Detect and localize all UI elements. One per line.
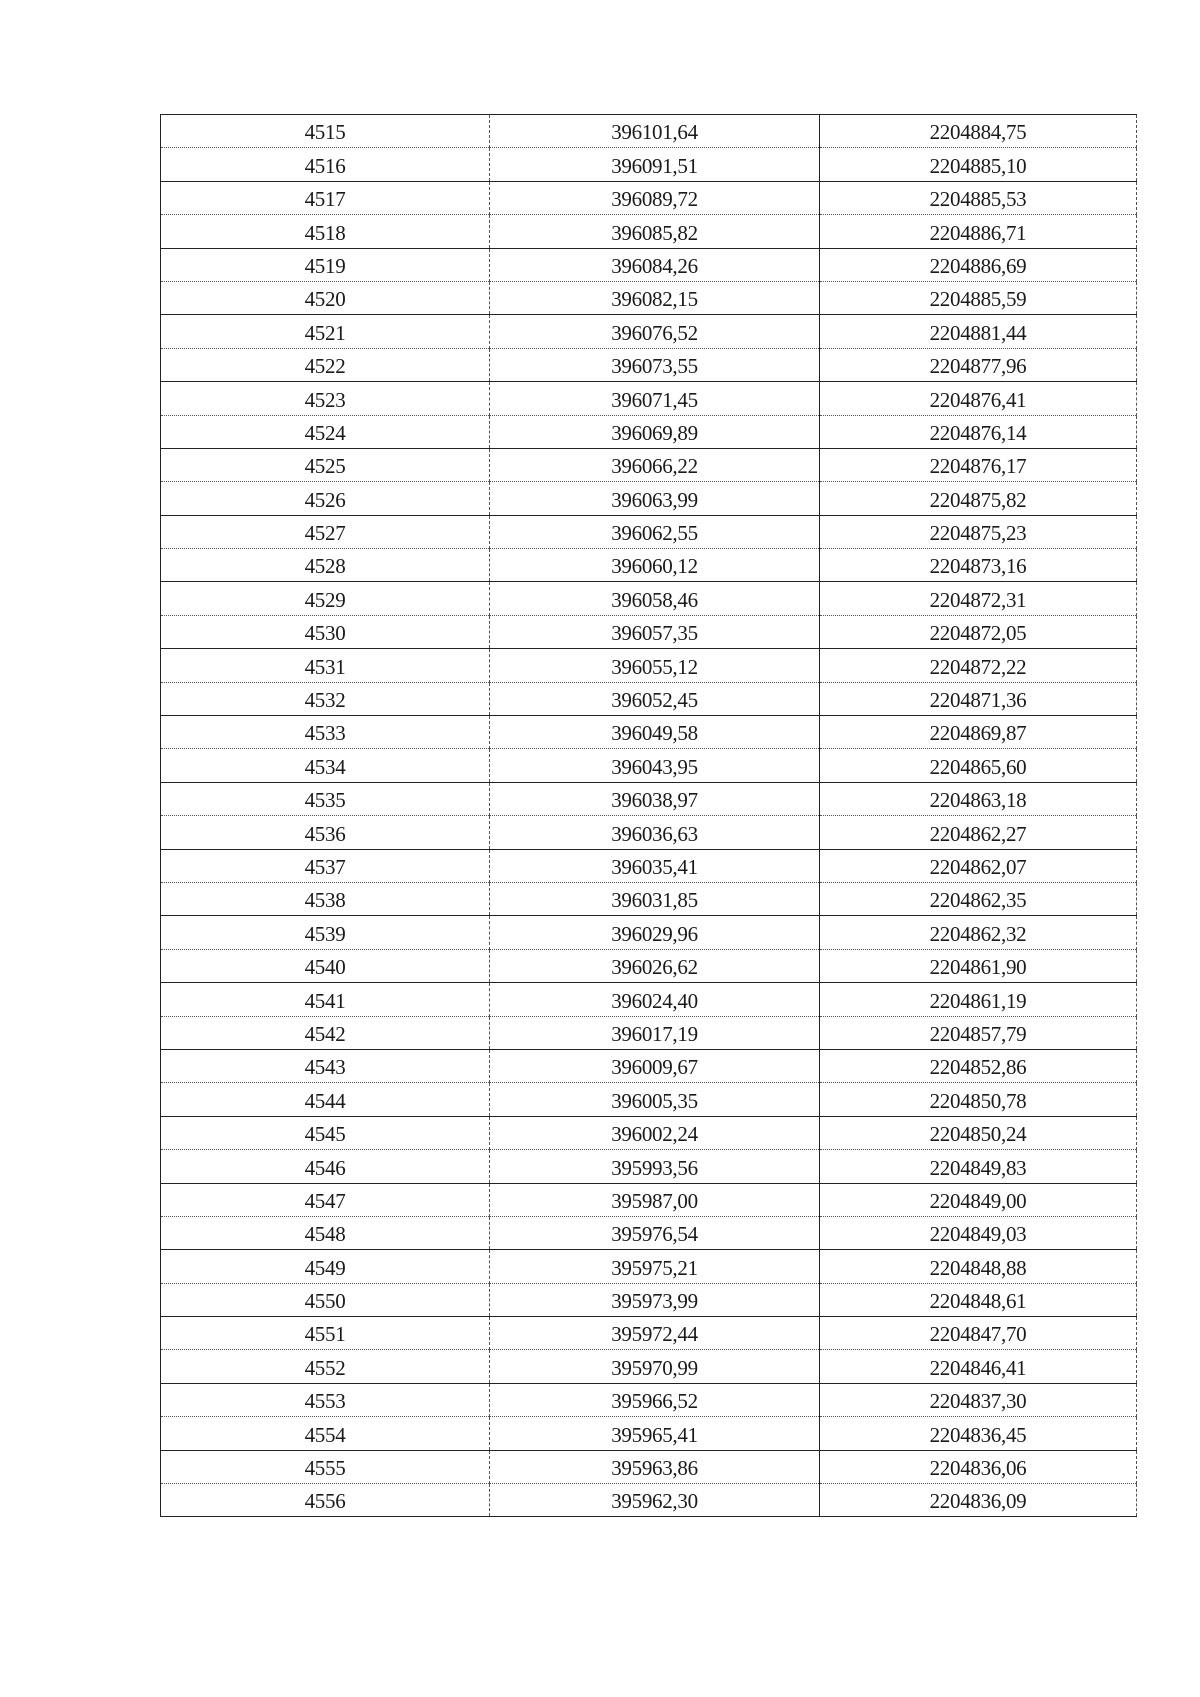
table-row [161, 916, 1137, 949]
x-coordinate-cell: 395962,30 [490, 1484, 820, 1517]
x-coordinate-cell: 396036,63 [490, 816, 820, 849]
x-coordinate-cell: 395973,99 [490, 1283, 820, 1316]
table-row [161, 949, 1137, 982]
x-coordinate-cell: 396089,72 [490, 181, 820, 214]
y-coordinate-cell: 2204862,27 [820, 816, 1137, 849]
table-row [161, 1083, 1137, 1116]
y-coordinate-cell: 2204871,36 [820, 682, 1137, 715]
x-coordinate-cell: 396091,51 [490, 148, 820, 181]
x-coordinate-cell: 396029,96 [490, 916, 820, 949]
point-number-cell: 4550 [161, 1283, 490, 1316]
x-coordinate-cell: 395966,52 [490, 1383, 820, 1416]
y-coordinate-cell: 2204837,30 [820, 1383, 1137, 1416]
table-row [161, 1417, 1137, 1450]
table-row [161, 281, 1137, 314]
point-number-cell: 4551 [161, 1317, 490, 1350]
table-row [161, 749, 1137, 782]
y-coordinate-cell: 2204836,09 [820, 1484, 1137, 1517]
y-coordinate-cell: 2204850,78 [820, 1083, 1137, 1116]
x-coordinate-cell: 396085,82 [490, 215, 820, 248]
table-row [161, 682, 1137, 715]
point-number-cell: 4518 [161, 215, 490, 248]
table-row [161, 615, 1137, 648]
table-row [161, 315, 1137, 348]
y-coordinate-cell: 2204849,83 [820, 1150, 1137, 1183]
y-coordinate-cell: 2204886,69 [820, 248, 1137, 281]
point-number-cell: 4541 [161, 983, 490, 1016]
x-coordinate-cell: 395976,54 [490, 1216, 820, 1249]
x-coordinate-cell: 396058,46 [490, 582, 820, 615]
point-number-cell: 4540 [161, 949, 490, 982]
table-row [161, 1317, 1137, 1350]
table-row [161, 415, 1137, 448]
x-coordinate-cell: 396049,58 [490, 716, 820, 749]
y-coordinate-cell: 2204875,82 [820, 482, 1137, 515]
table-row [161, 1049, 1137, 1082]
point-number-cell: 4529 [161, 582, 490, 615]
point-number-cell: 4530 [161, 615, 490, 648]
y-coordinate-cell: 2204872,31 [820, 582, 1137, 615]
table-row [161, 181, 1137, 214]
table-row [161, 716, 1137, 749]
x-coordinate-cell: 396060,12 [490, 549, 820, 582]
table-row [161, 1350, 1137, 1383]
table-row [161, 983, 1137, 1016]
table-row [161, 849, 1137, 882]
x-coordinate-cell: 396071,45 [490, 382, 820, 415]
y-coordinate-cell: 2204852,86 [820, 1049, 1137, 1082]
y-coordinate-cell: 2204848,88 [820, 1250, 1137, 1283]
point-number-cell: 4536 [161, 816, 490, 849]
x-coordinate-cell: 396009,67 [490, 1049, 820, 1082]
point-number-cell: 4542 [161, 1016, 490, 1049]
y-coordinate-cell: 2204836,45 [820, 1417, 1137, 1450]
table-row [161, 482, 1137, 515]
y-coordinate-cell: 2204876,17 [820, 448, 1137, 481]
y-coordinate-cell: 2204886,71 [820, 215, 1137, 248]
x-coordinate-cell: 396043,95 [490, 749, 820, 782]
x-coordinate-cell: 395970,99 [490, 1350, 820, 1383]
y-coordinate-cell: 2204849,03 [820, 1216, 1137, 1249]
y-coordinate-cell: 2204862,32 [820, 916, 1137, 949]
point-number-cell: 4555 [161, 1450, 490, 1483]
point-number-cell: 4532 [161, 682, 490, 715]
x-coordinate-cell: 396017,19 [490, 1016, 820, 1049]
table-row [161, 148, 1137, 181]
y-coordinate-cell: 2204884,75 [820, 115, 1137, 148]
y-coordinate-cell: 2204872,22 [820, 649, 1137, 682]
x-coordinate-cell: 395993,56 [490, 1150, 820, 1183]
x-coordinate-cell: 396066,22 [490, 448, 820, 481]
table-row [161, 448, 1137, 481]
point-number-cell: 4553 [161, 1383, 490, 1416]
y-coordinate-cell: 2204881,44 [820, 315, 1137, 348]
x-coordinate-cell: 396073,55 [490, 348, 820, 381]
table-row [161, 248, 1137, 281]
y-coordinate-cell: 2204863,18 [820, 782, 1137, 815]
y-coordinate-cell: 2204875,23 [820, 515, 1137, 548]
x-coordinate-cell: 396101,64 [490, 115, 820, 148]
table-row [161, 1016, 1137, 1049]
point-number-cell: 4524 [161, 415, 490, 448]
table-row [161, 1383, 1137, 1416]
point-number-cell: 4527 [161, 515, 490, 548]
point-number-cell: 4526 [161, 482, 490, 515]
point-number-cell: 4548 [161, 1216, 490, 1249]
point-number-cell: 4546 [161, 1150, 490, 1183]
y-coordinate-cell: 2204869,87 [820, 716, 1137, 749]
point-number-cell: 4545 [161, 1116, 490, 1149]
x-coordinate-cell: 395963,86 [490, 1450, 820, 1483]
point-number-cell: 4533 [161, 716, 490, 749]
point-number-cell: 4531 [161, 649, 490, 682]
table-row [161, 382, 1137, 415]
point-number-cell: 4519 [161, 248, 490, 281]
table-row [161, 215, 1137, 248]
y-coordinate-cell: 2204876,41 [820, 382, 1137, 415]
x-coordinate-cell: 396069,89 [490, 415, 820, 448]
table-row [161, 1484, 1137, 1517]
x-coordinate-cell: 395987,00 [490, 1183, 820, 1216]
y-coordinate-cell: 2204849,00 [820, 1183, 1137, 1216]
y-coordinate-cell: 2204873,16 [820, 549, 1137, 582]
table-row [161, 549, 1137, 582]
y-coordinate-cell: 2204861,19 [820, 983, 1137, 1016]
y-coordinate-cell: 2204877,96 [820, 348, 1137, 381]
point-number-cell: 4539 [161, 916, 490, 949]
point-number-cell: 4556 [161, 1484, 490, 1517]
table-row [161, 882, 1137, 915]
point-number-cell: 4528 [161, 549, 490, 582]
y-coordinate-cell: 2204885,59 [820, 281, 1137, 314]
x-coordinate-cell: 396057,35 [490, 615, 820, 648]
coordinates-table-body [161, 115, 1137, 1517]
point-number-cell: 4552 [161, 1350, 490, 1383]
y-coordinate-cell: 2204885,53 [820, 181, 1137, 214]
y-coordinate-cell: 2204836,06 [820, 1450, 1137, 1483]
point-number-cell: 4523 [161, 382, 490, 415]
x-coordinate-cell: 396062,55 [490, 515, 820, 548]
y-coordinate-cell: 2204861,90 [820, 949, 1137, 982]
point-number-cell: 4543 [161, 1049, 490, 1082]
table-row [161, 649, 1137, 682]
point-number-cell: 4520 [161, 281, 490, 314]
point-number-cell: 4534 [161, 749, 490, 782]
y-coordinate-cell: 2204876,14 [820, 415, 1137, 448]
y-coordinate-cell: 2204848,61 [820, 1283, 1137, 1316]
x-coordinate-cell: 396002,24 [490, 1116, 820, 1149]
point-number-cell: 4544 [161, 1083, 490, 1116]
y-coordinate-cell: 2204865,60 [820, 749, 1137, 782]
point-number-cell: 4522 [161, 348, 490, 381]
point-number-cell: 4537 [161, 849, 490, 882]
point-number-cell: 4515 [161, 115, 490, 148]
x-coordinate-cell: 396076,52 [490, 315, 820, 348]
x-coordinate-cell: 396052,45 [490, 682, 820, 715]
table-row [161, 816, 1137, 849]
y-coordinate-cell: 2204857,79 [820, 1016, 1137, 1049]
table-row [161, 1150, 1137, 1183]
y-coordinate-cell: 2204862,07 [820, 849, 1137, 882]
point-number-cell: 4549 [161, 1250, 490, 1283]
x-coordinate-cell: 396031,85 [490, 882, 820, 915]
point-number-cell: 4517 [161, 181, 490, 214]
x-coordinate-cell: 396035,41 [490, 849, 820, 882]
table-row [161, 782, 1137, 815]
table-row [161, 582, 1137, 615]
y-coordinate-cell: 2204885,10 [820, 148, 1137, 181]
table-row [161, 1216, 1137, 1249]
point-number-cell: 4516 [161, 148, 490, 181]
coordinates-table [160, 114, 1137, 1517]
y-coordinate-cell: 2204862,35 [820, 882, 1137, 915]
y-coordinate-cell: 2204846,41 [820, 1350, 1137, 1383]
x-coordinate-cell: 395965,41 [490, 1417, 820, 1450]
x-coordinate-cell: 396026,62 [490, 949, 820, 982]
table-row [161, 1283, 1137, 1316]
x-coordinate-cell: 396082,15 [490, 281, 820, 314]
point-number-cell: 4521 [161, 315, 490, 348]
point-number-cell: 4554 [161, 1417, 490, 1450]
point-number-cell: 4525 [161, 448, 490, 481]
table-row [161, 1250, 1137, 1283]
x-coordinate-cell: 396005,35 [490, 1083, 820, 1116]
point-number-cell: 4547 [161, 1183, 490, 1216]
y-coordinate-cell: 2204850,24 [820, 1116, 1137, 1149]
table-row [161, 115, 1137, 148]
x-coordinate-cell: 395975,21 [490, 1250, 820, 1283]
point-number-cell: 4538 [161, 882, 490, 915]
table-row [161, 1183, 1137, 1216]
y-coordinate-cell: 2204847,70 [820, 1317, 1137, 1350]
x-coordinate-cell: 395972,44 [490, 1317, 820, 1350]
table-row [161, 348, 1137, 381]
x-coordinate-cell: 396084,26 [490, 248, 820, 281]
x-coordinate-cell: 396038,97 [490, 782, 820, 815]
y-coordinate-cell: 2204872,05 [820, 615, 1137, 648]
table-row [161, 1450, 1137, 1483]
x-coordinate-cell: 396024,40 [490, 983, 820, 1016]
x-coordinate-cell: 396055,12 [490, 649, 820, 682]
point-number-cell: 4535 [161, 782, 490, 815]
table-row [161, 1116, 1137, 1149]
x-coordinate-cell: 396063,99 [490, 482, 820, 515]
table-row [161, 515, 1137, 548]
